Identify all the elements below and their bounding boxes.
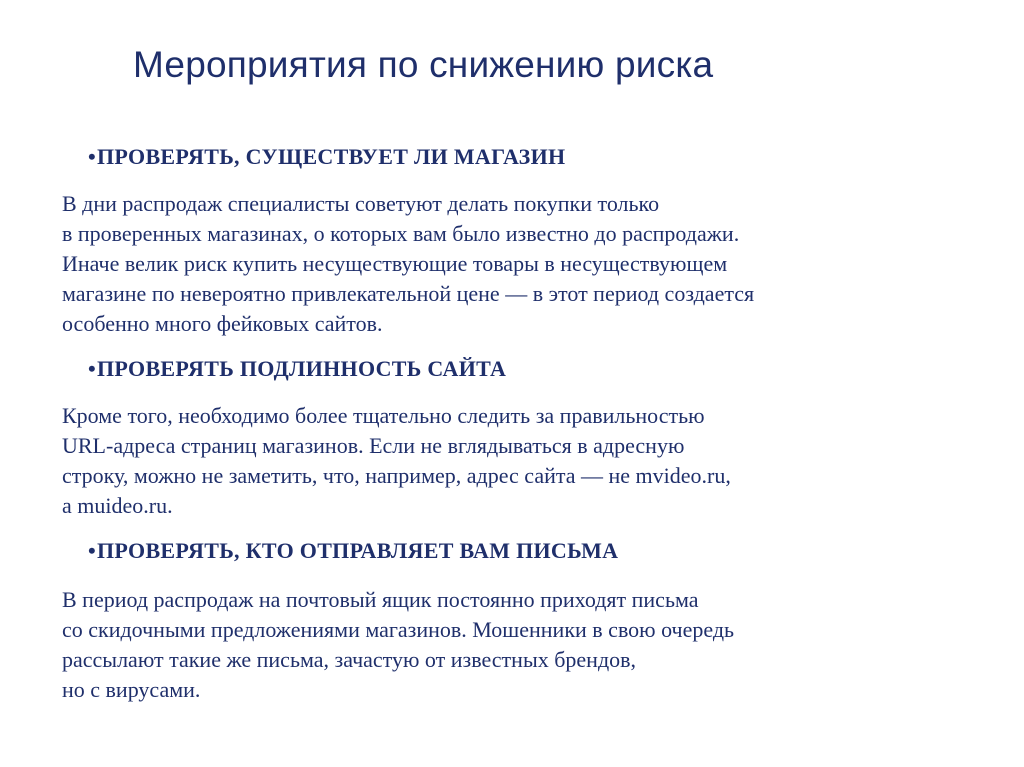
bullet-icon: •	[88, 356, 97, 381]
section-heading-text: ПРОВЕРЯТЬ, СУЩЕСТВУЕТ ЛИ МАГАЗИН	[97, 144, 566, 169]
paragraph-line: строку, можно не заметить, что, например, адрес сайта — не mvideo.ru,	[62, 463, 731, 488]
section-paragraph-site-authenticity	[62, 401, 731, 521]
paragraph-line: а muideo.ru.	[62, 493, 173, 518]
paragraph-line: Кроме того, необходимо более тщательно следить за правильностью	[62, 403, 705, 428]
paragraph-line: но с вирусами.	[62, 677, 201, 702]
paragraph-line: магазине по невероятно привлекательной цене — в этот период создается	[62, 281, 755, 306]
paragraph-line: Иначе велик риск купить несуществующие товары в несуществующем	[62, 251, 728, 276]
paragraph-line: рассылают такие же письма, зачастую от известных брендов,	[62, 647, 637, 672]
paragraph-line: URL-адреса страниц магазинов. Если не вглядываться в адресную	[62, 433, 685, 458]
section-heading-site-authenticity	[88, 356, 506, 382]
slide-title: Мероприятия по снижению риска	[133, 44, 714, 85]
paragraph-line: В период распродаж на почтовый ящик постоянно приходят письма	[62, 587, 699, 612]
section-heading-text: ПРОВЕРЯТЬ, КТО ОТПРАВЛЯЕТ ВАМ ПИСЬМА	[97, 538, 619, 563]
section-heading-email-sender	[88, 538, 618, 564]
paragraph-line: в проверенных магазинах, о которых вам было известно до распродажи.	[62, 221, 740, 246]
section-paragraph-store-exists	[62, 189, 754, 339]
section-paragraph-email-sender	[62, 585, 734, 705]
paragraph-line: В дни распродаж специалисты советуют делать покупки только	[62, 191, 660, 216]
bullet-icon: •	[88, 538, 97, 563]
section-heading-text: ПРОВЕРЯТЬ ПОДЛИННОСТЬ САЙТА	[97, 356, 507, 381]
paragraph-line: особенно много фейковых сайтов.	[62, 311, 383, 336]
section-heading-store-exists	[88, 144, 565, 170]
bullet-icon: •	[88, 144, 97, 169]
paragraph-line: со скидочными предложениями магазинов. Мошенники в свою очередь	[62, 617, 735, 642]
